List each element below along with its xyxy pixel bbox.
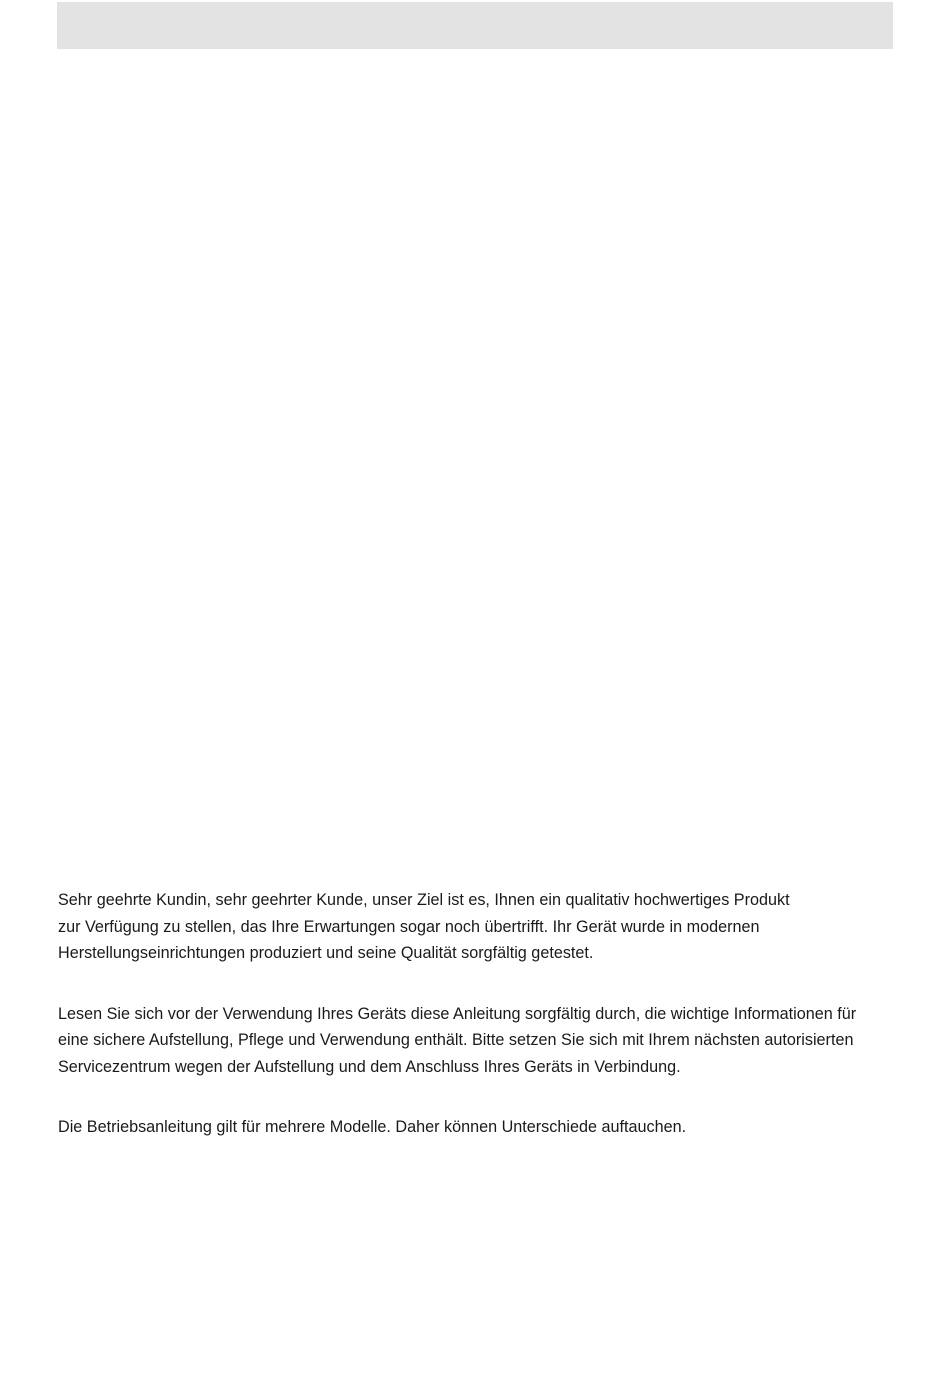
paragraph-line: Die Betriebsanleitung gilt für mehrere Modelle. Daher können Unterschiede auftauchen. [58,1118,687,1136]
intro-section [58,887,898,1141]
greeting-paragraph [58,887,898,967]
paragraph-line: Sehr geehrte Kundin, sehr geehrter Kunde, unser Ziel ist es, Ihnen ein qualitativ hochwertiges Produkt [58,891,790,909]
models-note-paragraph [58,1114,898,1141]
instructions-paragraph [58,1001,898,1081]
paragraph-line: Lesen Sie sich vor der Verwendung Ihres Geräts diese Anleitung sorgfältig durch, die wichtige Informationen für [58,1004,857,1023]
paragraph-line: eine sichere Aufstellung, Pflege und Verwendung enthält. Bitte setzen Sie sich mit Ihrem nächsten autorisierten [58,1031,854,1049]
paragraph-line: zur Verfügung zu stellen, das Ihre Erwartungen sogar noch übertrifft. Ihr Gerät wurde in modernen [58,917,760,936]
paragraph-line: Herstellungseinrichtungen produziert und seine Qualität sorgfältig getestet. [58,944,594,962]
header-bar [57,2,893,49]
paragraph-line: Servicezentrum wegen der Aufstellung und dem Anschluss Ihres Geräts in Verbindung. [58,1057,681,1076]
